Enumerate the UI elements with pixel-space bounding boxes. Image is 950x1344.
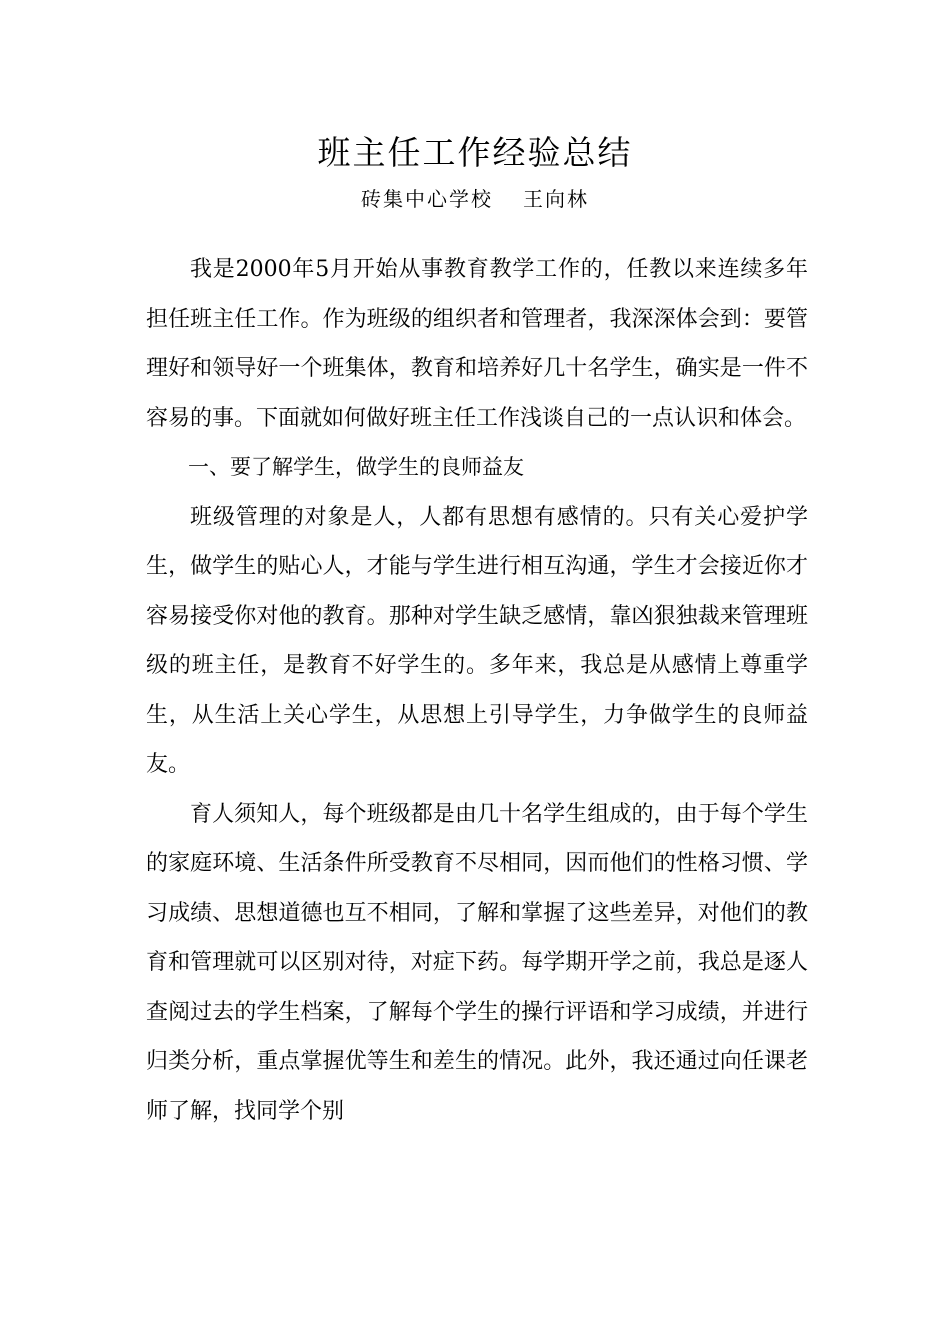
paragraph-class-management: 班级管理的对象是人，人都有思想有感情的。只有关心爱护学生，做学生的贴心人，才能与学生进行相互沟通，学生才会接近你才容易接受你对他的教育。那种对学生缺乏感情，靠凶狠独裁来管理班级的班主任，是教育不好学生的。多年来，我总是从感情上尊重学生，从生活上关心学生，从思想上引导学生，力争做学生的良师益友。 xyxy=(146,504,808,777)
document-title: 班主任工作经验总结 xyxy=(317,133,633,172)
author-school: 砖集中心学校 xyxy=(361,187,493,211)
paragraph-intro: 我是2000年5月开始从事教育教学工作的，任教以来连续多年担任班主任工作。作为班级的组织者和管理者，我深深体会到：要管理好和领导好一个班集体，教育和培养好几十名学生，确实是一件不容易的事。下面就如何做好班主任工作浅谈自己的一点认识和体会。 xyxy=(146,257,808,431)
paragraph-know-students: 育人须知人，每个班级都是由几十名学生组成的，由于每个学生的家庭环境、生活条件所受教育不尽相同，因而他们的性格习惯、学习成绩、思想道德也互不相同，了解和掌握了这些差异，对他们的教育和管理就可以区别对待，对症下药。每学期开学之前，我总是逐人查阅过去的学生档案，了解每个学生的操行评语和学习成绩，并进行归类分析，重点掌握优等生和差生的情况。此外，我还通过向任课老师了解，找同学个别 xyxy=(146,801,808,1124)
author-name: 王向林 xyxy=(523,187,589,211)
author-byline xyxy=(0,182,950,216)
document-body xyxy=(146,245,808,1136)
section-heading-1: 一、要了解学生，做学生的良师益友 xyxy=(188,455,524,479)
